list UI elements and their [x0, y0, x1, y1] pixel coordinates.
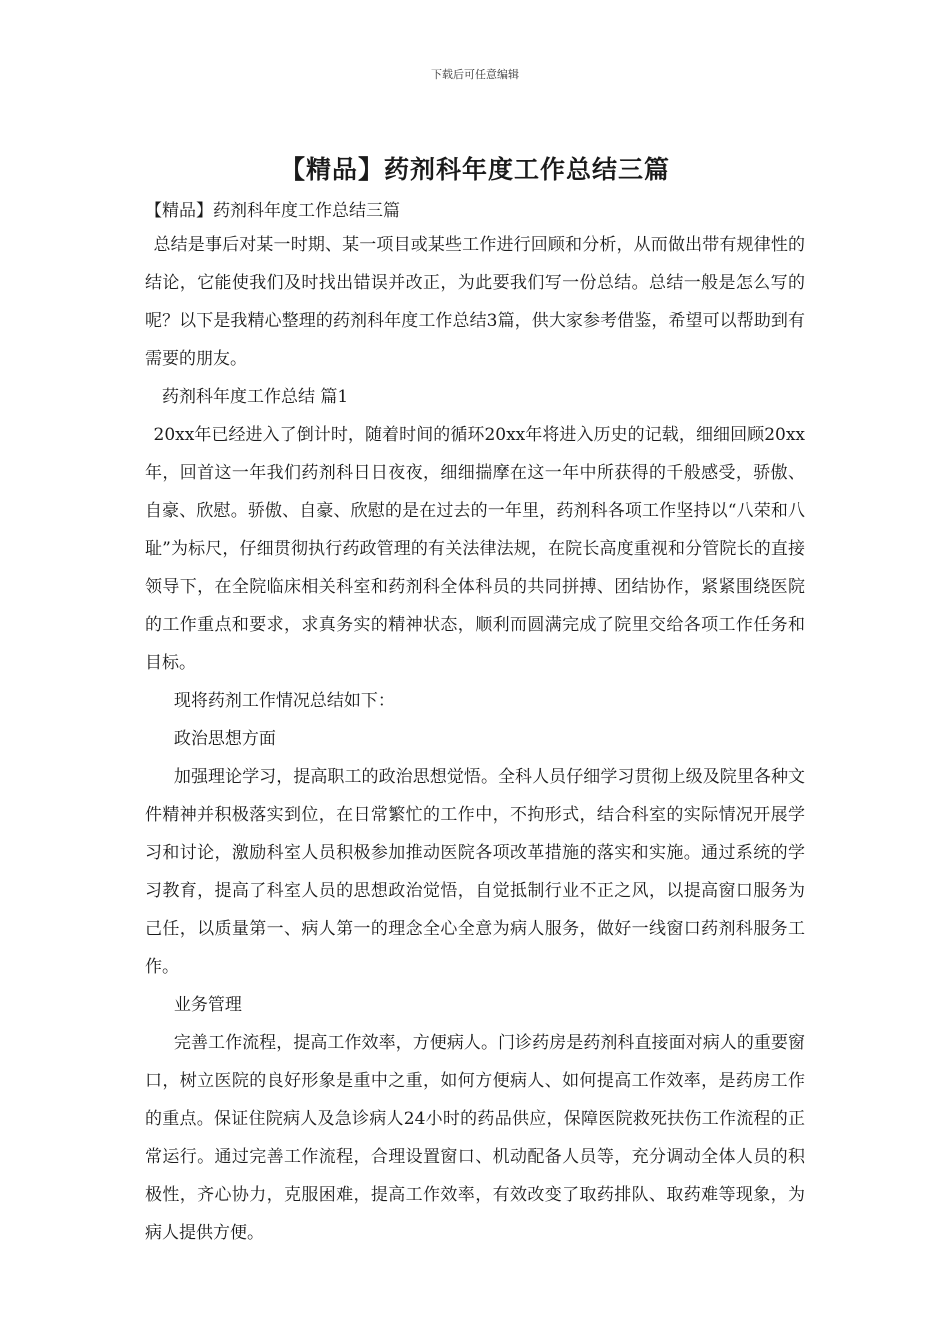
section-heading-business: 业务管理	[173, 995, 242, 1015]
body-paragraph: 完善工作流程，提高工作效率，方便病人。门诊药房是药剂科直接面对病人的重要窗口，树立医院的良好形象是重中之重，如何方便病人、如何提高工作效率，是药房工作的重点。保证住院病人及急诊病人24小时的药品供应，保障医院救死扶伤工作流程的正常运行。通过完善工作流程，合理设置窗口、机动配备人员等，充分调动全体人员的积极性，齐心协力，克服困难，提高工作效率，有效改变了取药排队、取药难等现象，为病人提供方便。	[145, 1033, 805, 1243]
page-header-note: 下载后可任意编辑	[431, 68, 519, 81]
document-title: 【精品】药剂科年度工作总结三篇	[279, 155, 670, 184]
subtitle-paragraph: 【精品】药剂科年度工作总结三篇	[145, 201, 400, 221]
body-paragraph: 加强理论学习，提高职工的政治思想觉悟。全科人员仔细学习贯彻上级及院里各种文件精神并积极落实到位，在日常繁忙的工作中，不拘形式，结合科室的实际情况开展学习和讨论，激励科室人员积极参加推动医院各项改革措施的落实和实施。通过系统的学习教育，提高了科室人员的思想政治觉悟，自觉抵制行业不正之风，以提高窗口服务为己任，以质量第一、病人第一的理念全心全意为病人服务，做好一线窗口药剂科服务工作。	[145, 767, 805, 977]
section-heading-part1: 药剂科年度工作总结 篇1	[162, 387, 349, 407]
summary-lead-paragraph: 现将药剂工作情况总结如下：	[173, 691, 395, 711]
document-body	[145, 196, 805, 1252]
intro-paragraph: 总结是事后对某一时期、某一项目或某些工作进行回顾和分析，从而做出带有规律性的结论，它能使我们及时找出错误并改正，为此要我们写一份总结。总结一般是怎么写的呢？以下是我精心整理的药剂科年度工作总结3篇，供大家参考借鉴，希望可以帮助到有需要的朋友。	[145, 235, 805, 369]
body-paragraph: 20xx年已经进入了倒计时，随着时间的循环20xx年将进入历史的记载，细细回顾20xx年，回首这一年我们药剂科日日夜夜，细细揣摩在这一年中所获得的千般感受，骄傲、自豪、欣慰。骄傲、自豪、欣慰的是在过去的一年里，药剂科各项工作坚持以“八荣和八耻”为标尺，仔细贯彻执行药政管理的有关法律法规，在院长高度重视和分管院长的直接领导下，在全院临床相关科室和药剂科全体科员的共同拼搏、团结协作，紧紧围绕医院的工作重点和要求，求真务实的精神状态，顺利而圆满完成了院里交给各项工作任务和目标。	[145, 425, 805, 673]
section-heading-political: 政治思想方面	[173, 729, 276, 749]
